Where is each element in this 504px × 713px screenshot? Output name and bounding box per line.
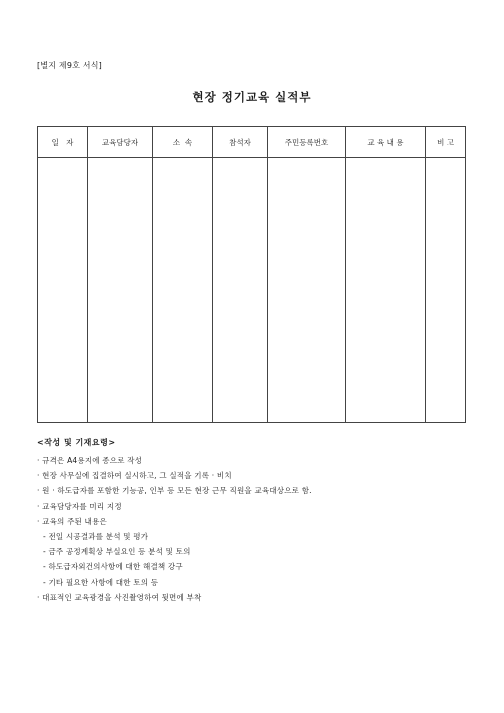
column-header-instructor: 교육담당자 (88, 127, 153, 158)
instruction-subitem: - 하도급자외건의사항에 대한 해결책 강구 (43, 562, 183, 572)
instructions-title: <작성 및 기재요령> (37, 438, 116, 447)
column-header-attendee: 참석자 (213, 127, 268, 158)
document-title: 현장 정기교육 실적부 (192, 90, 312, 104)
instruction-item: · 교육의 주된 내용은 (37, 516, 107, 526)
cell-attendee[interactable] (213, 158, 268, 423)
instruction-item: · 교육담당자를 미리 지정 (37, 501, 122, 511)
cell-instructor[interactable] (88, 158, 153, 423)
cell-content[interactable] (346, 158, 426, 423)
table-header-row (38, 127, 466, 158)
instruction-subitem: - 전일 시공결과를 분석 및 평가 (43, 531, 149, 541)
cell-remarks[interactable] (426, 158, 466, 423)
column-header-date: 일 자 (38, 127, 88, 158)
instruction-subitem: - 금주 공정계획상 부실요인 등 분석 및 토의 (43, 547, 191, 557)
column-header-resident-number: 주민등록번호 (268, 127, 346, 158)
cell-date[interactable] (38, 158, 88, 423)
column-header-content: 교 육 내 용 (346, 127, 426, 158)
cell-affiliation[interactable] (153, 158, 213, 423)
instruction-subitem: - 기타 필요한 사항에 대한 토의 등 (43, 577, 159, 587)
instruction-item: · 규격은 A4용지에 종으로 작성 (37, 456, 143, 465)
table-body-row (38, 158, 466, 423)
cell-resident-number[interactable] (268, 158, 346, 423)
education-record-table (37, 126, 466, 423)
instruction-item: · 대표적인 교육광경을 사진촬영하여 뒷면에 부착 (37, 592, 202, 602)
instruction-item: · 현장 사무실에 집결하여 실시하고, 그 실적을 기록 · 비치 (37, 471, 232, 481)
instructions-section (37, 437, 467, 605)
column-header-remarks: 비 고 (426, 127, 466, 158)
column-header-affiliation: 소 속 (153, 127, 213, 158)
instruction-item: · 원 · 하도급자를 포함한 기능공, 인부 등 모든 현장 근무 직원을 교육대상으로 함. (37, 486, 312, 496)
form-number-label: [별지 제9호 서식] (37, 61, 102, 70)
